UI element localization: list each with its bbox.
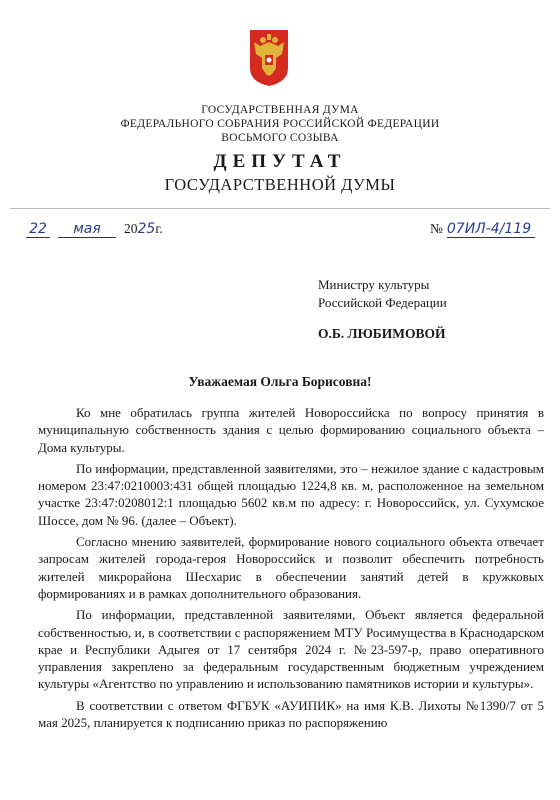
letter-body <box>38 404 544 735</box>
addressee-line-2: Российской Федерации <box>318 295 447 310</box>
date-year-suffix: 25 <box>137 221 156 237</box>
date-year-prefix: 20 <box>124 221 138 236</box>
date-month: мая <box>58 221 116 238</box>
header-divider <box>10 208 550 209</box>
paragraph: Ко мне обратилась группа жителей Новороссийска по вопросу принятия в муниципальную собственность здания с целью формированию социального объекта – Дома культуры. <box>38 405 544 455</box>
letterhead-line-3: ВОСЬМОГО СОЗЫВА <box>221 132 339 144</box>
letterhead-line-1: ГОСУДАРСТВЕННАЯ ДУМА <box>201 104 359 116</box>
number-label: № <box>430 221 443 236</box>
paragraph: По информации, представленной заявителями, Объект является федеральной собственностью, и, в соответствии с распоряжением МТУ Росимущества в Краснодарском крае и Республики Адыгея от 17 сентября 2024 г. №23-597-р, право оперативного управления закреплено за федеральным государственным бюджетным учреждением культуры «Агентство по управлению и использованию памятников истории и культуры». <box>38 607 544 692</box>
salutation: Уважаемая Ольга Борисовна! <box>188 374 372 389</box>
addressee <box>318 276 447 312</box>
number-value: 07ИЛ-4/119 <box>447 221 535 238</box>
letter-number <box>430 221 535 238</box>
date-suffix: г. <box>155 221 163 236</box>
paragraph: В соответствии с ответом ФГБУК «АУИПИК» на имя К.В. Лихоты №1390/7 от 5 мая 2025, планируется к подписанию приказ по распоряжению <box>38 697 544 731</box>
addressee-name: О.Б. ЛЮБИМОВОЙ <box>318 326 446 341</box>
letterhead-subtitle: ГОСУДАРСТВЕННОЙ ДУМЫ <box>164 175 396 194</box>
letter-date <box>26 221 163 238</box>
paragraph: По информации, представленной заявителями, это – нежилое здание с кадастровым номером 23:47:0210003:431 общей площадью 1224,8 кв. м, расположенное на земельном участке 23:47:0208012:1 площадью 5602 кв.м по адресу: г. Новороссийск, ул. Сухумское Шоссе, дом № 96. (далее – Объект). <box>38 460 544 528</box>
addressee-line-1: Министру культуры <box>318 277 430 292</box>
letterhead-line-2: ФЕДЕРАЛЬНОГО СОБРАНИЯ РОССИЙСКОЙ ФЕДЕРАЦИИ <box>120 118 440 130</box>
letterhead-title: ДЕПУТАТ <box>213 151 347 172</box>
paragraph: Согласно мнению заявителей, формирование нового социального объекта отвечает запросам жителей города-героя Новороссийск и позволит обеспечить потребность жителей микрорайона Шесхарис в обеспечении занятий детей в кружковых формированиях и в рамках дополнительного образования. <box>38 534 544 601</box>
date-day: 22 <box>26 221 50 238</box>
coat-of-arms-icon <box>248 28 290 88</box>
